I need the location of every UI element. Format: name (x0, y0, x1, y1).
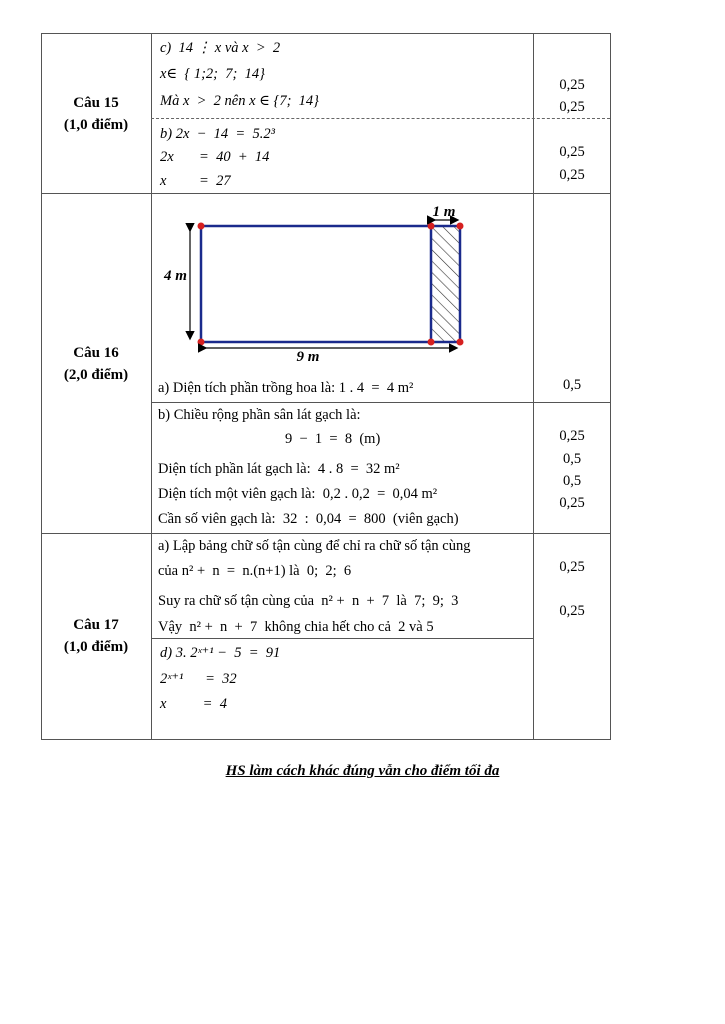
q15-title: Câu 15 (73, 95, 119, 111)
table-col-divider-1 (151, 33, 152, 739)
q15-c-line3: Mà x > 2 nên x ∈ {7; 14} (160, 93, 319, 109)
q17-a-line3: Suy ra chữ số tận cùng của n² + n + 7 là 7; 9; 3 (158, 593, 459, 609)
q15-c-score1: 0,25 (559, 77, 585, 93)
dim-label-bottom: 9 m (296, 349, 320, 365)
q17-a-line1: a) Lập bảng chữ số tận cùng để chỉ ra chữ số tận cùng (158, 538, 471, 554)
table-border-bottom (41, 739, 611, 740)
q16-title: Câu 16 (73, 345, 119, 361)
q15-c-line1: c) 14 ⋮ x và x > 2 (160, 40, 281, 56)
q16-points: (2,0 điểm) (63, 367, 129, 383)
flower-bed-hatched (431, 226, 460, 342)
q17-a-score2: 0,25 (559, 603, 585, 619)
row-divider-15-16 (41, 193, 611, 194)
q17-d-line2: 2ˣ⁺¹ = 32 (160, 671, 237, 687)
q16-separator (151, 402, 610, 403)
q17-d-line1: d) 3. 2ˣ⁺¹ − 5 = 91 (160, 645, 281, 661)
q17-separator (151, 638, 533, 639)
q15-c-line2: x∈ { 1;2; 7; 14} (160, 66, 265, 82)
q17-title: Câu 17 (73, 617, 119, 633)
table-border-top (41, 33, 611, 34)
yard-rectangle (201, 226, 460, 342)
q17-label (41, 614, 151, 658)
q15-b-line3: x = 27 (160, 173, 231, 189)
garden-diagram (164, 202, 470, 365)
q15-separator (151, 118, 610, 119)
q17-a-score1: 0,25 (559, 559, 585, 575)
q15-b-score1: 0,25 (559, 144, 585, 160)
q15-c-score2: 0,25 (559, 99, 585, 115)
corner-dot (457, 339, 464, 346)
q17-a-line2: của n² + n = n.(n+1) là 0; 2; 6 (158, 563, 352, 579)
row-divider-16-17 (41, 533, 611, 534)
corner-dot (457, 223, 464, 230)
q15-b-line1: b) 2x − 14 = 5.2³ (160, 126, 275, 142)
corner-dot (428, 339, 435, 346)
q16-b-line4: Diện tích một viên gạch là: 0,2 . 0,2 = 0,04 m² (158, 486, 438, 502)
q16-b-line5: Cần số viên gạch là: 32 : 0,04 = 800 (viên gạch) (158, 511, 459, 527)
dim-label-left: 4 m (164, 268, 187, 284)
q16-b-score1: 0,25 (559, 428, 585, 444)
q17-d-line3: x = 4 (160, 696, 227, 712)
q15-label (41, 92, 151, 136)
q16-b-score2: 0,5 (562, 451, 582, 467)
q17-a-line4: Vậy n² + n + 7 không chia hết cho cả 2 và 5 (158, 619, 434, 635)
q17-points: (1,0 điểm) (63, 639, 129, 655)
corner-dot (198, 339, 205, 346)
dim-label-top: 1 m (432, 204, 456, 220)
q16-b-line1: b) Chiều rộng phần sân lát gạch là: (158, 407, 361, 423)
q16-b-line3: Diện tích phần lát gạch là: 4 . 8 = 32 m² (158, 461, 400, 477)
q16-b-score3: 0,5 (562, 473, 582, 489)
q16-label (41, 342, 151, 386)
q16-a-score: 0,5 (562, 377, 582, 393)
q15-b-line2: 2x = 40 + 14 (160, 149, 270, 165)
footer-note: HS làm cách khác đúng vẫn cho điểm tối đa (225, 763, 500, 779)
corner-dot (428, 223, 435, 230)
q16-b-line2: 9 − 1 = 8 (m) (285, 431, 381, 447)
q16-a-line: a) Diện tích phần trồng hoa là: 1 . 4 = 4 m² (158, 380, 414, 396)
q15-points: (1,0 điểm) (63, 117, 129, 133)
q16-b-score4: 0,25 (559, 495, 585, 511)
q15-b-score2: 0,25 (559, 167, 585, 183)
corner-dot (198, 223, 205, 230)
